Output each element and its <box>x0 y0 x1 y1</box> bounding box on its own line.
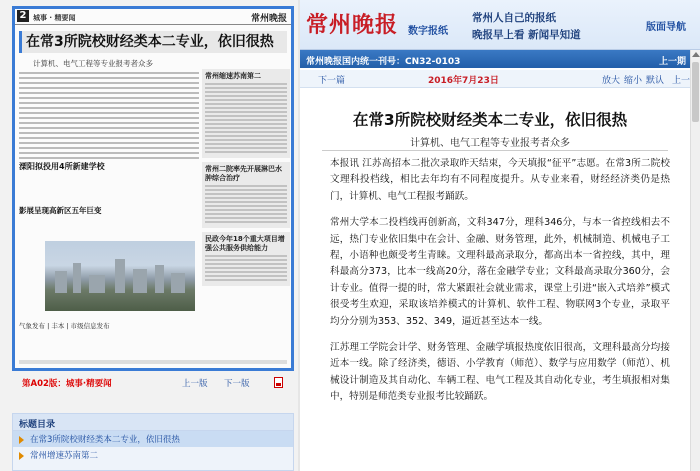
toc-title: 标题目录 <box>13 414 293 431</box>
page-number: 2 <box>17 10 29 22</box>
newspaper-page-thumbnail[interactable] <box>12 6 294 371</box>
city-photo <box>45 241 195 311</box>
title-divider <box>322 150 668 151</box>
zoom-out-button[interactable]: 缩小 <box>624 76 643 86</box>
arrow-icon <box>19 436 24 444</box>
site-logo[interactable]: 常州晚报 <box>306 12 399 38</box>
page-header <box>15 9 291 25</box>
page-footer-line <box>19 360 287 364</box>
article-content <box>300 88 690 471</box>
prev-issue-link[interactable]: 上一期 <box>658 57 686 67</box>
next-article-link[interactable]: 下一篇 <box>318 76 346 86</box>
left-panel <box>0 0 298 471</box>
layout-nav-link[interactable]: 版面导航 <box>646 22 686 33</box>
paragraph-1: 本报讯 江苏高招本二批次录取昨天结束，今天填报“征平”志愿。在常3所二院校文理科投档线，相比去年均有不同程度提升。从专业来看，财经经济类仍是热门，计算机、电气工程报考踊跃。 <box>330 158 670 202</box>
page-navigation-bar <box>12 374 294 392</box>
logo-subtitle: 数字报纸 <box>408 26 448 37</box>
article-toolbar <box>300 70 690 88</box>
title-directory <box>12 413 294 471</box>
toc-item-label: 在常3所院校财经类本二专业，依旧很热 <box>30 435 180 445</box>
site-header <box>300 0 700 50</box>
article-subtitle: 计算机、电气工程等专业报考者众多 <box>410 138 570 149</box>
paragraph-2: 常州大学本二投档线再创新高，文科347分，理科346分，与本一省控线相去不远，热门专业依旧集中在会计、金融、财务管理，此外，机械制造、机械电子工程，小语种也颇受考生青睐。文理科最高录取分，都高出本一省控线，其中，理科最高分373，比本一线高20分，落在金融学专业；文科最高录取分360分，会计专业。值得一提的时，常大紧跟社会就业需求，课堂上引进“嵌入式培养”模式很受考生欢迎，采取该培养模式的计算机、软件工程、物联网3个专业，录取平均分分别为353、352、349，逼近甚至达本一线。 <box>330 217 670 327</box>
article-title: 在常3所院校财经类本二专业，依旧很热 <box>352 111 628 129</box>
side-title-1: 常州缩速苏南第二 <box>205 72 261 80</box>
thumb-headline-2[interactable]: 溧阳拟投用4所新建学校 <box>19 162 105 171</box>
default-size-button[interactable]: 默认 <box>646 76 665 86</box>
page-name: 第A02版：城事·精要闻 <box>22 379 112 389</box>
side-title-2: 常州二院率先开展淋巴水肿综合治疗 <box>205 165 282 182</box>
side-column <box>202 69 290 309</box>
prev-page-link[interactable]: 上一版 <box>182 379 208 389</box>
issue-bar <box>300 50 700 68</box>
side-article-2[interactable] <box>202 162 290 228</box>
scrollbar[interactable] <box>690 50 700 471</box>
pdf-icon[interactable] <box>274 377 283 388</box>
side-article-3[interactable] <box>202 232 290 286</box>
page-brand: 常州晚报 <box>250 14 287 24</box>
side-article-1[interactable] <box>202 69 290 158</box>
toc-item[interactable] <box>13 431 293 447</box>
page-section: 城事 · 精要闻 <box>33 14 76 22</box>
paragraph-3: 江苏理工学院会计学、财务管理、金融学填报热度依旧很高，文理科最高分均接近本一线。除了经济类，德语、小学教育（师范）、数学与应用数学（师范）、机械设计制造及其自动化、车辆工程、电气工程及其自动化专业，考生填报相对集中，特别是师范类专业报考比较踊跃。 <box>330 342 670 403</box>
arrow-icon <box>19 452 24 460</box>
zoom-in-button[interactable]: 放大 <box>602 76 621 86</box>
scroll-thumb[interactable] <box>692 62 699 122</box>
thumb-caption: 气象发布 | 丰本 | 市级信息发布 <box>19 322 110 330</box>
slogan-line-2: 晚报早上看 新闻早知道 <box>472 29 581 41</box>
toc-item[interactable] <box>13 447 293 463</box>
prev-article-link[interactable]: 上一 <box>672 76 691 86</box>
article-body <box>330 156 670 416</box>
scroll-up-arrow-icon[interactable] <box>692 52 700 57</box>
issue-number: 常州晚报国内统一刊号：CN32-0103 <box>306 57 461 67</box>
toc-item-label: 常州增速苏南第二 <box>30 451 99 461</box>
thumbnail-headline[interactable]: 在常3所院校财经类本二专业，依旧很热 <box>19 31 287 53</box>
slogan-line-1: 常州人自己的报纸 <box>472 12 556 24</box>
side-title-3: 民政今年18个重大项目增强公共服务供给能力 <box>205 235 285 252</box>
publish-date: 2016年7月23日 <box>428 76 499 86</box>
thumb-headline-3[interactable]: 影展呈现高新区五年巨变 <box>19 206 102 215</box>
thumbnail-subhead: 计算机、电气工程等专业报考者众多 <box>33 59 153 68</box>
next-page-link[interactable]: 下一版 <box>224 379 250 389</box>
